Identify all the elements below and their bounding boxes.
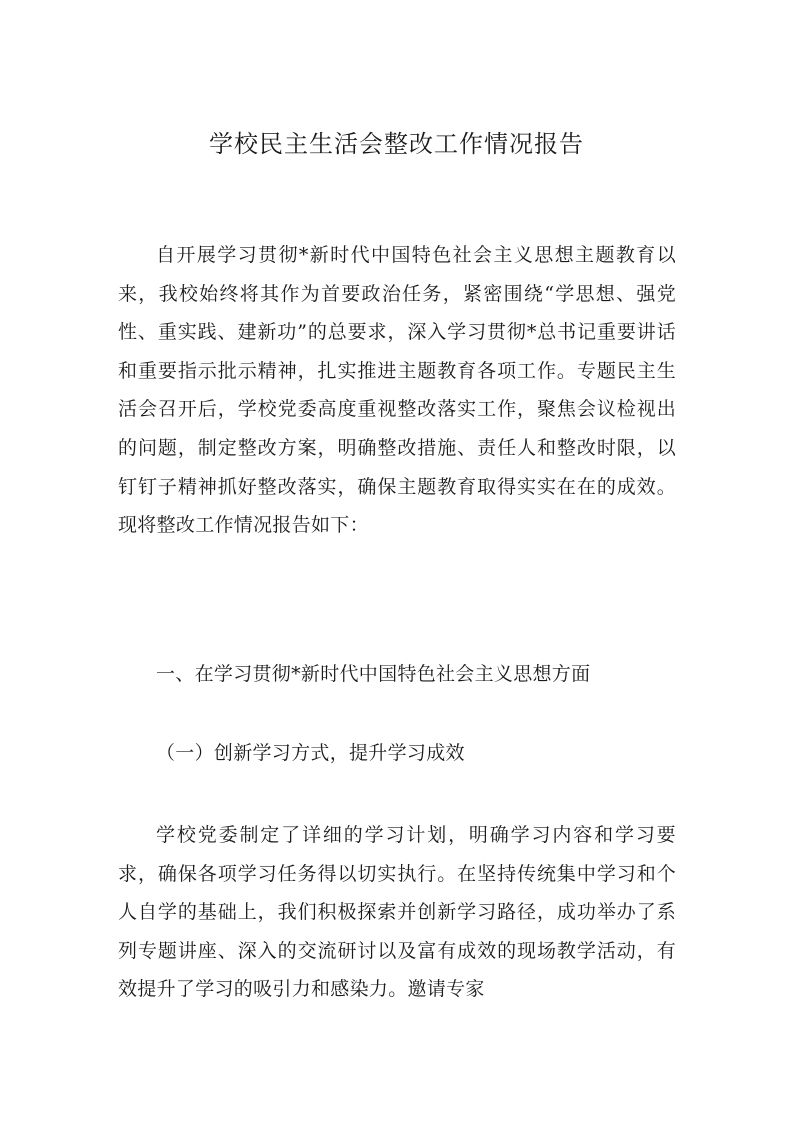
subsection-paragraph: 学校党委制定了详细的学习计划，明确学习内容和学习要求，确保各项学习任务得以切实执行。在坚持传统集中学习和个人自学的基础上，我们积极探索并创新学习路径，成功举办了系列专题讲座、深入的交流研讨以及富有成效的现场教学活动，有效提升了学习的吸引力和感染力。邀请专家 — [118, 824, 676, 1001]
intro-paragraph: 自开展学习贯彻*新时代中国特色社会主义思想主题教育以来，我校始终将其作为首要政治任务，紧密围绕“学思想、强党性、重实践、建新功”的总要求，深入学习贯彻*总书记重要讲话和重要指示批示精神，扎实推进主题教育各项工作。专题民主生活会召开后，学校党委高度重视整改落实工作，聚焦会议检视出的问题，制定整改方案，明确整改措施、责任人和整改时限，以钉钉子精神抓好整改落实，确保主题教育取得实实在在的成效。现将整改工作情况报告如下： — [118, 244, 676, 537]
section-heading: 一、在学习贯彻*新时代中国特色社会主义思想方面 — [156, 663, 591, 685]
document-title: 学校民主生活会整改工作情况报告 — [209, 130, 584, 158]
subsection-heading: （一）创新学习方式，提升学习成效 — [156, 742, 465, 764]
